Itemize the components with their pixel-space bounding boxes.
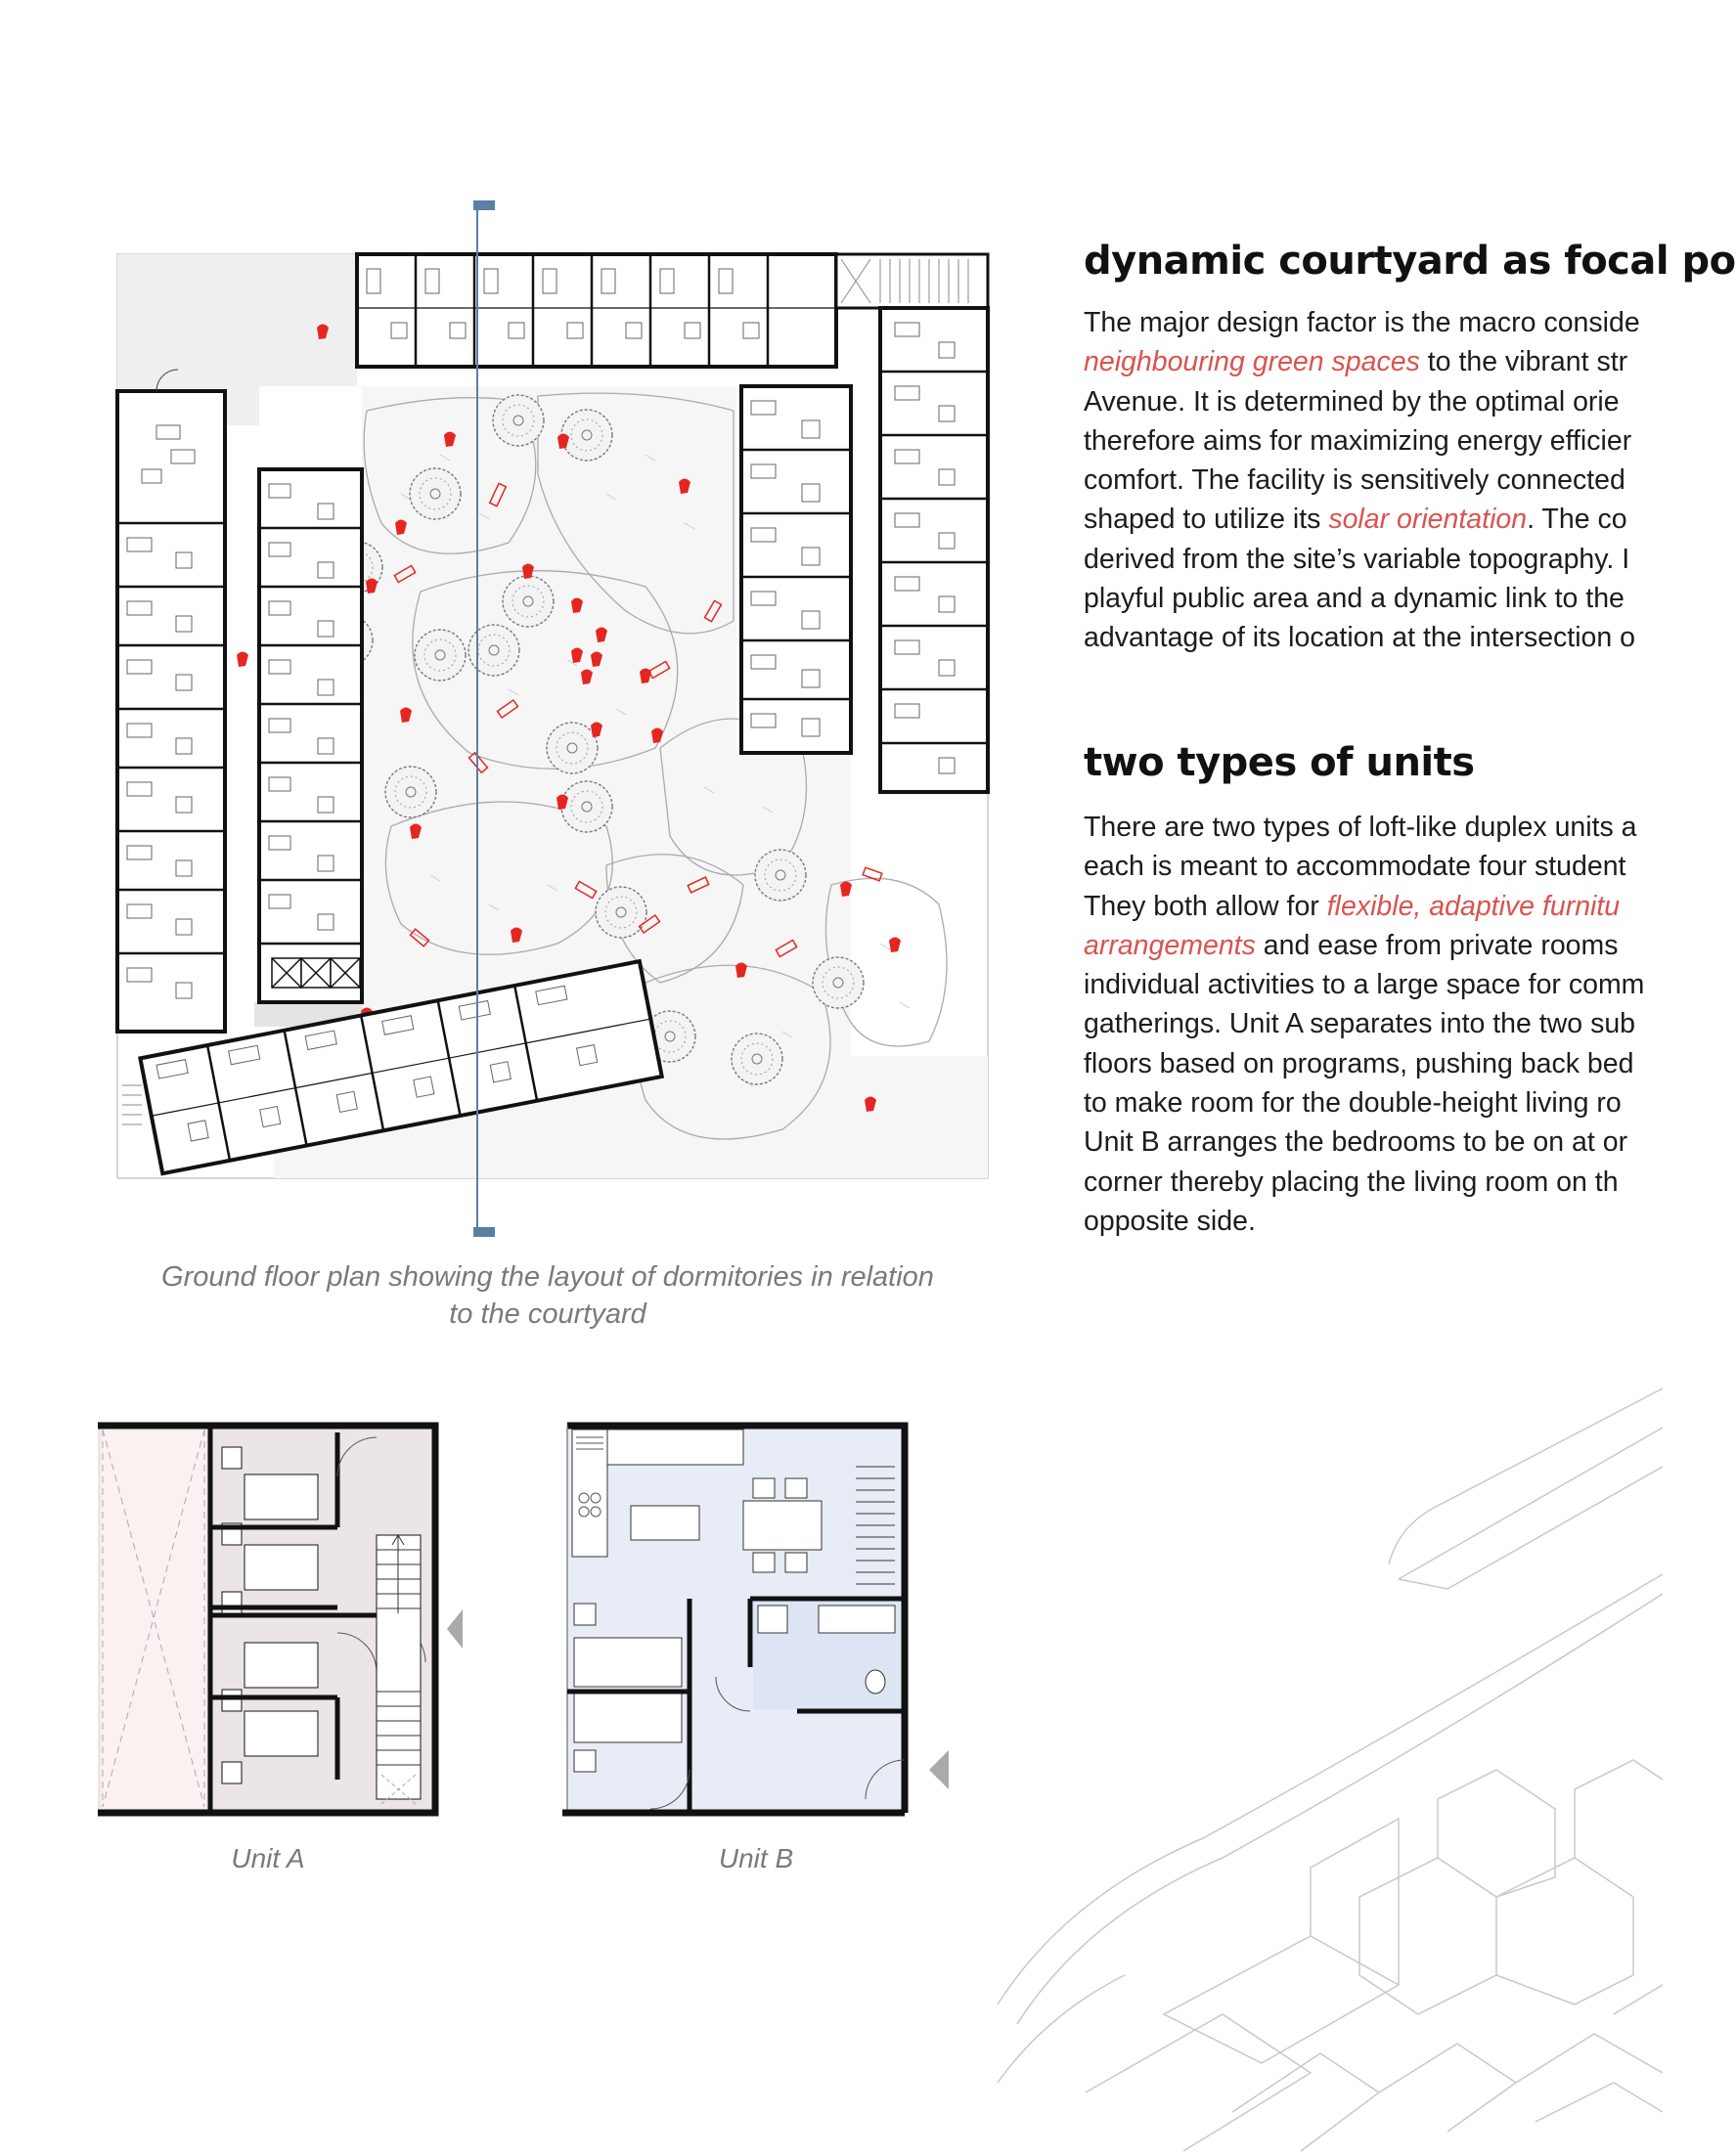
body-line: The major design factor is the macro conside — [1084, 307, 1640, 338]
axonometric-drawing — [988, 1408, 1663, 2151]
highlight-phrase: solar orientation — [1328, 504, 1528, 536]
unit-a-label: Unit A — [231, 1843, 305, 1873]
body-text: . The co — [1527, 504, 1627, 536]
site-plan-caption-line-2: to the courtyard — [449, 1298, 646, 1330]
body-line: opposite side. — [1084, 1205, 1256, 1237]
body-line: comfort. The facility is sensitively connected — [1084, 464, 1625, 497]
ground-floor-plan — [98, 200, 998, 1237]
highlight-phrase: flexible, adaptive furnitu — [1326, 890, 1621, 922]
body-line: to make room for the double-height living ro — [1084, 1087, 1622, 1120]
body-text: to the vibrant str — [1419, 346, 1628, 378]
site-plan-caption — [117, 1258, 978, 1333]
unit-b-plan — [562, 1418, 954, 1819]
body-text: shaped to utilize its — [1084, 504, 1329, 536]
body-line: advantage of its location at the intersection o — [1084, 622, 1636, 654]
section-body-courtyard — [1084, 303, 1710, 658]
body-line: therefore aims for maximizing energy efficier — [1084, 424, 1632, 457]
body-line — [1084, 500, 1710, 539]
highlight-phrase: neighbouring green spaces — [1084, 346, 1420, 378]
section-heading-units: two types of units — [1084, 740, 1475, 785]
unit-b-label: Unit B — [718, 1843, 794, 1873]
body-line: individual activities to a large space for comm — [1084, 969, 1645, 1001]
body-text: They both allow for — [1084, 890, 1327, 922]
body-text: and ease from private rooms — [1255, 929, 1619, 961]
body-line: playful public area and a dynamic link to the — [1084, 583, 1625, 615]
body-line: gatherings. Unit A separates into the two sub — [1084, 1008, 1636, 1040]
body-line — [1084, 887, 1710, 926]
body-line: floors based on programs, pushing back bed — [1084, 1047, 1634, 1079]
highlight-phrase: arrangements — [1084, 929, 1256, 961]
body-line: Unit B arranges the bedrooms to be on at or — [1084, 1126, 1628, 1159]
body-line: corner thereby placing the living room on th — [1084, 1166, 1619, 1198]
unit-a-plan — [93, 1418, 484, 1819]
body-line — [1084, 926, 1710, 965]
body-line — [1084, 342, 1710, 381]
section-heading-courtyard: dynamic courtyard as focal po — [1084, 239, 1736, 284]
body-line: derived from the site’s variable topography. I — [1084, 543, 1630, 575]
body-line: each is meant to accommodate four student — [1084, 851, 1626, 883]
body-line: There are two types of loft-like duplex units a — [1084, 812, 1637, 843]
body-line: Avenue. It is determined by the optimal orie — [1084, 385, 1620, 418]
section-body-units — [1084, 808, 1710, 1241]
site-plan-caption-line-1: Ground floor plan showing the layout of dormitories in relation — [161, 1261, 934, 1293]
